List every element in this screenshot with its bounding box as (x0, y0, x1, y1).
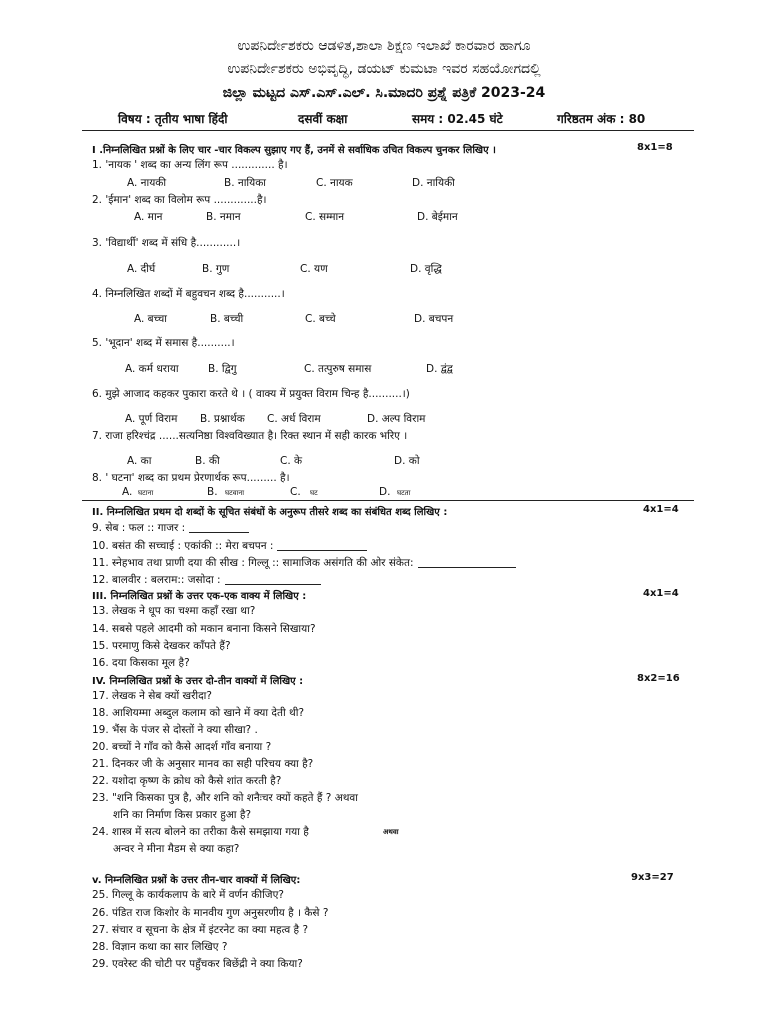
section-4-marks: 8x2=16 (637, 673, 680, 684)
question-12 (92, 573, 321, 587)
section-divider (82, 500, 694, 501)
q6-option-c: C. अर्ध विराम (267, 413, 321, 425)
section-1-title: I .निम्नलिखित प्रश्नों के लिए चार -चार विकल्प सुझाए गए हैं, उनमें से सर्वाधिक उचित विकल्प चुनकर लिखिए । (92, 145, 496, 156)
answer-blank (277, 540, 367, 551)
q7-option-b: B. की (195, 455, 220, 467)
question-26: 26. पंडित राज किशोर के मानवीय गुण अनुसरणीय है । कैसे ? (92, 907, 329, 919)
question-24: 24. शास्त्र में सत्य बोलने का तरीका कैसे समझाया गया है (92, 826, 309, 838)
q4-option-d: D. बचपन (414, 313, 454, 325)
question-10 (92, 539, 367, 553)
section-3-marks: 4x1=4 (643, 588, 679, 599)
question-14: 14. सबसे पहले आदमी को मकान बनाना किसने सिखाया? (92, 623, 316, 635)
q7-option-a: A. का (127, 455, 152, 467)
q6-option-b: B. प्रश्नार्थक (200, 413, 245, 425)
q5-option-c: C. तत्पुरुष समास (304, 363, 372, 375)
question-9 (92, 521, 249, 535)
q5-option-a: A. कर्म धराया (125, 363, 179, 375)
question-16: 16. दया किसका मूल है? (92, 657, 190, 669)
question-7: 7. राजा हरिश्चंद्र ......सत्यनिष्ठा विश्वविख्यात है। रिक्त स्थान में सही कारक भरिए । (92, 430, 408, 442)
question-10-text: 10. बसंत की सच्चाई : एकांकी :: मेरा बचपन : (92, 540, 274, 552)
q8-option-b-word: घटवाना (225, 489, 245, 497)
q8-option-c-letter: C. (290, 486, 301, 498)
q7-option-d: D. को (394, 455, 420, 467)
q1-option-b: B. नायिका (224, 177, 267, 189)
question-23-alternate: शनि का निर्माण किस प्रकार हुआ है? (113, 809, 252, 821)
question-4: 4. निम्नलिखित शब्दों में बहुवचन शब्द है...........। (92, 288, 285, 300)
max-marks-label: गरिष्ठतम अंक : 80 (557, 112, 646, 126)
question-25: 25. गिल्लू के कार्यकलाप के बारे में वर्णन कीजिए? (92, 889, 284, 901)
question-28: 28. विज्ञान कथा का सार लिखिए ? (92, 941, 228, 953)
q2-option-d: D. बेईमान (417, 211, 458, 223)
header-divider (82, 130, 694, 131)
section-1-marks: 8x1=8 (637, 142, 673, 153)
question-2: 2. 'ईमान' शब्द का विलोम रूप .............है। (92, 194, 267, 206)
q8-option-a-letter: A. (122, 486, 133, 498)
q4-option-b: B. बच्ची (210, 313, 244, 325)
q5-option-b: B. द्विगु (208, 363, 237, 375)
q4-option-c: C. बच्चे (305, 313, 336, 325)
question-1: 1. 'नायक ' शब्द का अन्य लिंग रूप ............. है। (92, 159, 288, 171)
question-27: 27. संचार व सूचना के क्षेत्र में इंटरनेट का क्या महत्व है ? (92, 924, 309, 936)
section-2-marks: 4x1=4 (643, 504, 679, 515)
q1-option-d: D. नायिकी (412, 177, 455, 189)
q3-option-d: D. वृद्धि (410, 263, 442, 275)
section-5-marks: 9x3=27 (631, 872, 674, 883)
q8-option-c-word: घट (310, 489, 318, 497)
header-line-1: ಉಪನಿರ್ದೇಶಕರು ಆಡಳಿತ,ಶಾಲಾ ಶಿಕ್ಷಣ ಇಲಾಖೆ ಕಾರವಾರ ಹಾಗೂ (237, 38, 531, 54)
q8-option-a-word: घटाना (138, 489, 154, 497)
question-3: 3. 'विद्यार्थी' शब्द में संधि है............। (92, 237, 241, 249)
section-4-title: IV. निम्नलिखित प्रश्नों के उत्तर दो-तीन वाक्यों में लिखिए : (92, 676, 304, 687)
header-line-3: ಜಿಲ್ಲಾ ಮಟ್ಟದ ಎಸ್.ಎಸ್.ಎಲ್. ಸಿ.ಮಾದರಿ ಪ್ರಶ್ನೆ ಪತ್ರಿಕೆ 2023-24 (222, 85, 546, 101)
q2-option-b: B. नमान (206, 211, 241, 223)
section-2-title: II. निम्नलिखित प्रथम दो शब्दों के सूचित संबंधों के अनुरूप तीसरे शब्द का संबंधित शब्द लिखिए : (92, 507, 448, 518)
question-13: 13. लेखक ने धूप का चश्मा कहाँ रखा था? (92, 605, 256, 617)
q1-option-c: C. नायक (316, 177, 353, 189)
q6-option-d: D. अल्प विराम (367, 413, 426, 425)
question-11 (92, 556, 516, 570)
q3-option-b: B. गुण (202, 263, 230, 275)
subject-label: विषय : तृतीय भाषा हिंदी (118, 112, 228, 126)
q2-option-c: C. सम्मान (305, 211, 345, 223)
question-5: 5. 'भूदान' शब्द में समास है..........। (92, 337, 235, 349)
question-21: 21. दिनकर जी के अनुसार मानव का सही परिचय क्या है? (92, 758, 314, 770)
q5-option-d: D. द्वंद्व (426, 363, 453, 375)
question-8: 8. ' घटना' शब्द का प्रथम प्रेरणार्थक रूप......... है। (92, 472, 290, 484)
question-9-text: 9. सेब : फल :: गाजर : (92, 522, 186, 534)
q6-option-a: A. पूर्ण विराम (125, 413, 178, 425)
time-label: समय : 02.45 घंटे (412, 112, 503, 126)
q7-option-c: C. के (280, 455, 303, 467)
question-20: 20. बच्चों ने गाँव को कैसे आदर्श गाँव बनाया ? (92, 741, 272, 753)
section-3-title: III. निम्नलिखित प्रश्नों के उत्तर एक-एक वाक्य में लिखिए : (92, 591, 307, 602)
question-18: 18. आशियम्मा अब्दुल कलाम को खाने में क्या देती थी? (92, 707, 305, 719)
question-19: 19. भैंस के पंजर से दोस्तों ने क्या सीखा? . (92, 724, 258, 736)
question-11-text: 11. स्नेहभाव तथा प्राणी दया की सीख : गिल्लू :: सामाजिक असंगति की ओर संकेत: (92, 557, 414, 569)
q8-option-b-letter: B. (207, 486, 218, 498)
q2-option-a: A. मान (134, 211, 163, 223)
question-12-text: 12. बालवीर : बलराम:: जसोदा : (92, 574, 221, 586)
question-15: 15. परमाणु किसे देखकर काँपते हैं? (92, 640, 231, 652)
answer-blank (418, 557, 516, 568)
q4-option-a: A. बच्चा (134, 313, 168, 325)
answer-blank (189, 522, 249, 533)
answer-blank (225, 574, 321, 585)
q8-option-d-letter: D. (379, 486, 391, 498)
question-17: 17. लेखक ने सेब क्यों खरीदा? (92, 690, 212, 702)
section-5-title: v. निम्नलिखित प्रश्नों के उत्तर तीन-चार वाक्यों में लिखिए: (92, 875, 301, 886)
q3-option-a: A. दीर्घ (127, 263, 156, 275)
question-29: 29. एवरेस्ट की चोटी पर पहुँचकर बिछेंद्री ने क्या किया? (92, 958, 303, 970)
header-line-2: ಉಪನಿರ್ದೇಶಕರು ಅಭಿವೃದ್ಧಿ, ಡಯಟ್ ಕುಮಟಾ ಇವರ ಸಹಯೋಗದಲ್ಲಿ (227, 61, 541, 77)
question-6: 6. मुझे आजाद कहकर पुकारा करते थे । ( वाक्य में प्रयुक्त विराम चिन्ह है..........।) (92, 388, 410, 400)
or-label: अथवा (383, 828, 399, 836)
question-24-alternate: अन्वर ने मीना मैडम से क्या कहा? (113, 843, 240, 855)
q1-option-a: A. नायकी (127, 177, 167, 189)
q3-option-c: C. यण (300, 263, 328, 275)
q8-option-d-word: घटता (397, 489, 411, 497)
class-label: दसवीं कक्षा (298, 112, 348, 126)
question-23: 23. "शनि किसका पुत्र है, और शनि को शनैःचर क्यों कहते हैं ? अथवा (92, 792, 358, 804)
question-22: 22. यशोदा कृष्ण के क्रोध को कैसे शांत करती है? (92, 775, 282, 787)
